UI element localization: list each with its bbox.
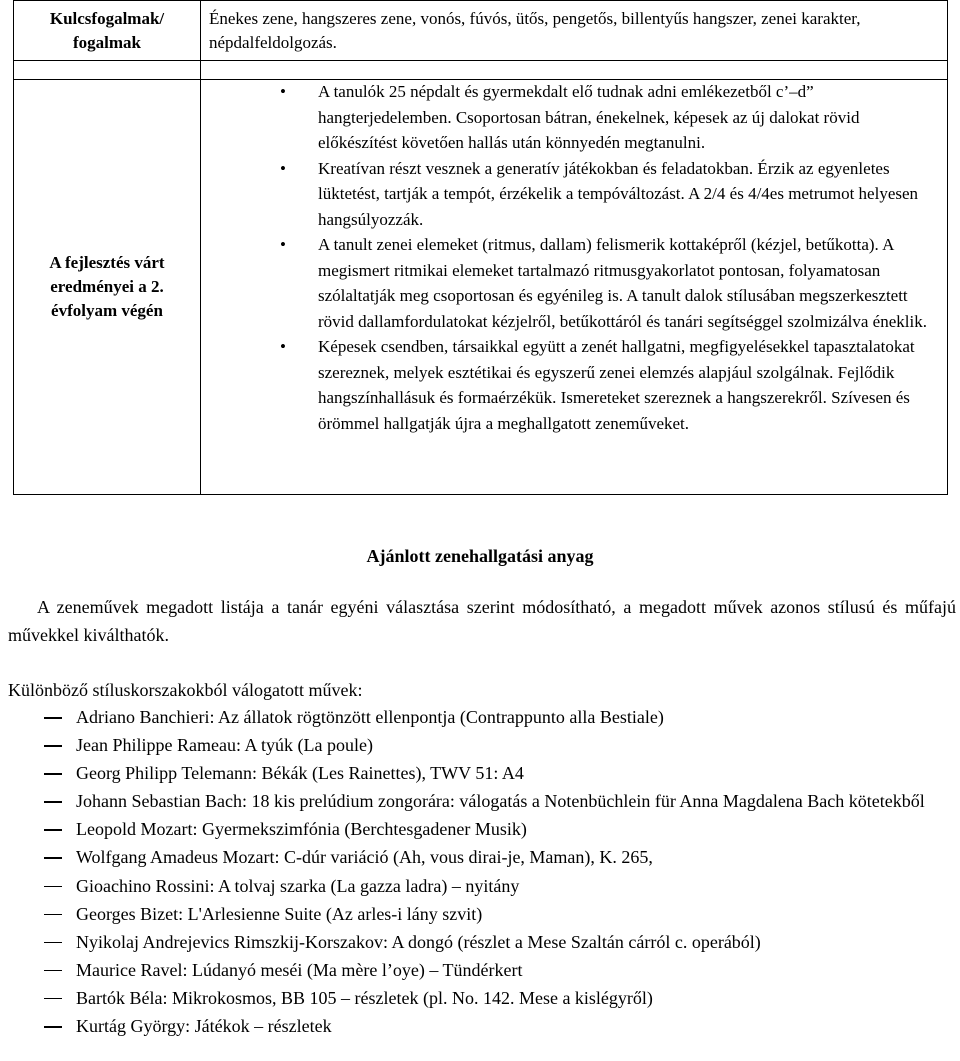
- works-intro: Különböző stíluskorszakokból válogatott művek:: [8, 680, 363, 700]
- section-title: Ajánlott zenehallgatási anyag: [366, 546, 594, 566]
- row-label-line: A fejlesztés várt: [49, 253, 165, 272]
- section-paragraph: A zeneművek megadott listája a tanár egyéni választása szerint módosítható, a megadott művek azonos stílusú és műfajú művekkel kiválthatók.: [8, 597, 956, 645]
- list-item: Wolfgang Amadeus Mozart: C-dúr variáció (Ah, vous dirai-je, Maman), K. 265,: [0, 843, 955, 871]
- bullet-item: • Képesek csendben, társaikkal együtt a zenét hallgatni, megfigyelésekkel tapasztalatokat szereznek, melyek esztétikai és egyszerű zenei elemzés alapjául szolgálnak. Fejlődik hangszínhallásuk és formaérzékük. Ismereteket szereznek a hangszerekről. Szívesen és örömmel hallgatják újra a meghallgatott zeneműveket.: [201, 334, 947, 436]
- list-item: Bartók Béla: Mikrokosmos, BB 105 – részletek (pl. No. 142. Mese a kislégyről): [0, 984, 955, 1012]
- list-item: Adriano Banchieri: Az állatok rögtönzött ellenpontja (Contrappunto alla Bestiale): [0, 703, 955, 731]
- works-list: [0, 703, 955, 1040]
- table-row: [14, 80, 948, 495]
- list-item: Jean Philippe Rameau: A tyúk (La poule): [0, 731, 955, 759]
- spacer-cell: [14, 61, 201, 80]
- bullet-item: • A tanult zenei elemeket (ritmus, dallam) felismerik kottaképről (kézjel, betűkotta). A megismert ritmikai elemeket tartalmazó ritmusgyakorlatot pontosan, folyamatosan szólaltatják meg csoportosan és egyénileg is. A tanult dalok stílusában megszerkesztett rövid dallamfordulatokat kézjelről, betűkottáról és tanári segítséggel szolmizálva éneklik.: [201, 232, 947, 334]
- list-item: Leopold Mozart: Gyermekszimfónia (Berchtesgadener Musik): [0, 815, 955, 843]
- list-item: Nyikolaj Andrejevics Rimszkij-Korszakov: A dongó (részlet a Mese Szaltán cárról c. operából): [0, 928, 955, 956]
- spacer-cell: [201, 61, 948, 80]
- key-concepts-text: Énekes zene, hangszeres zene, vonós, fúvós, ütős, pengetős, billentyűs hangszer, zenei karakter, népdalfeldolgozás.: [209, 9, 861, 52]
- curriculum-table: [13, 0, 948, 495]
- list-item: Gioachino Rossini: A tolvaj szarka (La gazza ladra) – nyitány: [0, 872, 955, 900]
- list-item: Maurice Ravel: Lúdanyó meséi (Ma mère l’oye) – Tündérkert: [0, 956, 955, 984]
- expected-results-cell: [201, 80, 948, 495]
- table-row: [14, 1, 948, 61]
- list-item: Kurtág György: Játékok – részletek: [0, 1012, 955, 1040]
- row-label-line: fogalmak: [73, 33, 141, 52]
- bullet-item: • A tanulók 25 népdalt és gyermekdalt elő tudnak adni emlékezetből c’–d” hangterjedelemben. Csoportosan bátran, énekelnek, képesek az új dalokat rövid előkészítést követően hallás után könnyedén megtanulni.: [201, 79, 947, 156]
- row-label-key-concepts: [14, 1, 201, 61]
- row-label-line: évfolyam végén: [51, 301, 163, 320]
- bullet-item: • Kreatívan részt vesznek a generatív játékokban és feladatokban. Érzik az egyenletes lüktetést, tartják a tempót, érzékelik a tempóváltozást. A 2/4 és 4/4es metrumot helyesen hangsúlyozzák.: [201, 156, 947, 233]
- row-label-line: eredményei a 2.: [50, 277, 164, 296]
- list-item: Georg Philipp Telemann: Békák (Les Rainettes), TWV 51: A4: [0, 759, 955, 787]
- results-bullet-list: [201, 79, 947, 436]
- list-item: Johann Sebastian Bach: 18 kis prelúdium zongorára: válogatás a Notenbüchlein für Anna Magdalena Bach kötetekből: [0, 787, 955, 815]
- key-concepts-cell: [201, 1, 948, 61]
- row-label-expected-results: [14, 80, 201, 495]
- list-item: Georges Bizet: L'Arlesienne Suite (Az arles-i lány szvit): [0, 900, 955, 928]
- table-spacer-row: [14, 61, 948, 80]
- row-label-line: Kulcsfogalmak/: [49, 9, 165, 28]
